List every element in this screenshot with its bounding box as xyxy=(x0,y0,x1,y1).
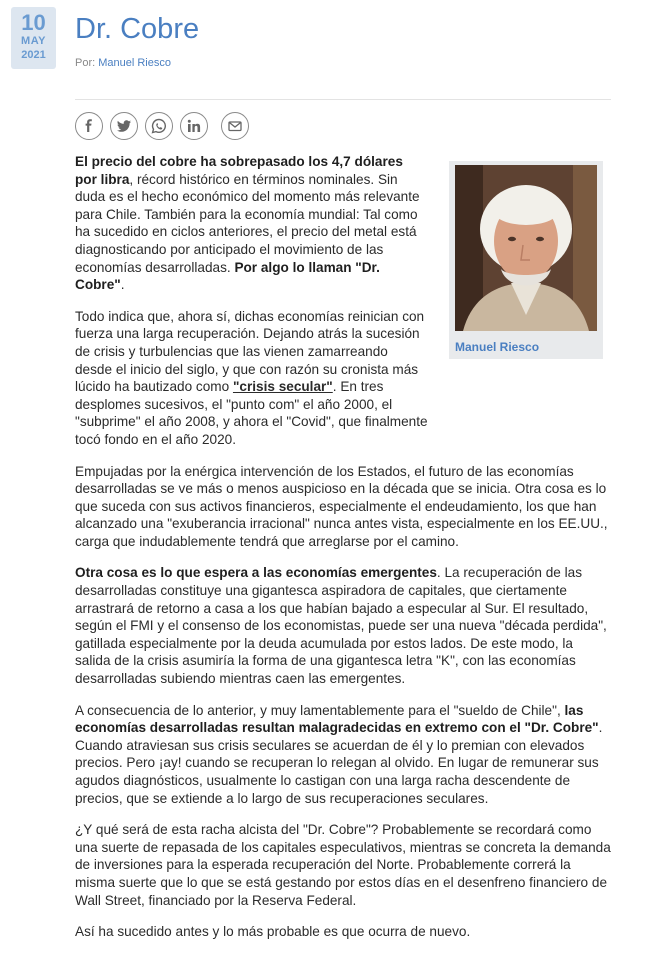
bold-text: El precio del cobre ha sobrepasado los 4,7 dólares por libra xyxy=(75,154,403,187)
date-day: 10 xyxy=(21,10,46,35)
paragraph-text: ¿Y qué será de esta racha alcista del "Dr. Cobre"? Probablemente se recordará como una suerte de repasada de los capitales especulativos, mientras se concreta la demanda de inversiones para la esperada recuperación del Norte. Probablemente correrá la misma suerte que lo que se está gestando por estos días en el desenfreno financiero de Wall Street, financiado por la Reserva Federal. xyxy=(75,822,611,908)
twitter-icon[interactable] xyxy=(110,112,138,140)
date-month: MAY xyxy=(21,35,46,47)
crisis-secular-link[interactable]: "crisis secular" xyxy=(232,379,333,395)
date-badge xyxy=(11,7,56,69)
paragraph-text: . En tres desplomes sucesivos, el "punto com" el año 2000, el "subprime" el año 2008, y ahora el "Covid", que finalmente tocó fondo en el año 2020. xyxy=(75,379,428,447)
byline-prefix: Por: xyxy=(75,57,99,69)
author-name[interactable]: Manuel Riesco xyxy=(455,340,540,354)
paragraph-text: . La recuperación de las desarrolladas constituye una gigantesca aspiradora de capitales, que ciertamente arrastrará de retorno a casa a los que habían bajado a especular al Sur. El resultado, según el FMI y el consenso de los economistas, puede ser una nueva "década perdida", gatillada especialmente por la deuda acumulada por estos lados. De este modo, la salida de la crisis asumiría la forma de una gigantesca letra "K", con las economías desarrolladas subiendo mientras caen las emergentes. xyxy=(75,565,607,687)
author-link[interactable]: Manuel Riesco xyxy=(98,57,171,69)
paragraph-text: , récord histórico en términos nominales. Sin duda es el hecho económico del momento más relevante para Chile. También para la economía mundial: Tal como ha sucedido en ciclos anteriores, el precio del metal está diagnosticando por anticipado el movimiento de las economías desarrolladas. xyxy=(75,171,420,275)
facebook-icon[interactable] xyxy=(75,112,103,140)
linkedin-icon[interactable] xyxy=(180,112,208,140)
paragraph-1 xyxy=(75,153,428,294)
byline xyxy=(75,57,171,69)
paragraph-text: Empujadas por la enérgica intervención de los Estados, el futuro de las economías desarrolladas se ve más o menos auspicioso en la década que se inicia. Otra cosa es lo que suceda con sus activos financieros, especialmente el endeudamiento, los que han alcanzado una "exuberancia irracional" nunca antes vista, especialmente en los EE.UU., carga que indudablemente tendrá que arreglarse por el camino. xyxy=(75,463,608,549)
paragraph-text: . xyxy=(120,277,125,293)
paragraph-4 xyxy=(75,564,611,687)
paragraph-5 xyxy=(75,702,611,808)
email-icon[interactable] xyxy=(221,112,249,140)
paragraph-text: A consecuencia de lo anterior, y muy lamentablemente para el "sueldo de Chile", xyxy=(75,702,565,718)
article-title: Dr. Cobre xyxy=(75,13,200,45)
paragraph-6 xyxy=(75,821,611,909)
paragraph-7 xyxy=(75,923,611,941)
paragraph-text: . Cuando atraviesan sus crisis seculares se acuerdan de él y lo premian con elevados precios. Pero ¡ay! cuando se recuperan lo relegan al olvido. En lugar de remunerar sus agudos diagnósticos, usualmente lo castigan con una larga racha descendente de precios, que se extiende a lo largo de sus recuperaciones seculares. xyxy=(75,720,603,806)
paragraph-text: Así ha sucedido antes y lo más probable es que ocurra de nuevo. xyxy=(75,924,471,940)
whatsapp-icon[interactable] xyxy=(145,112,173,140)
article-body xyxy=(75,153,611,955)
paragraph-2 xyxy=(75,308,428,449)
divider xyxy=(75,99,611,100)
bold-text: las economías desarrolladas resultan malagradecidas en extremo con el "Dr. Cobre" xyxy=(75,702,599,736)
date-year: 2021 xyxy=(21,49,46,61)
paragraph-text: Todo indica que, ahora sí, dichas economías reinician con fuerza una larga recuperación. Dejando atrás la sucesión de crisis y turbulencias que las vienen zamarreando desde el inicio del siglo, y que con razón su cronista más lúcido ha bautizado como xyxy=(75,308,425,395)
paragraph-3 xyxy=(75,463,611,551)
bold-text: Por algo lo llaman "Dr. Cobre" xyxy=(75,259,380,293)
bold-text: Otra cosa es lo que espera a las economías emergentes xyxy=(75,565,437,581)
